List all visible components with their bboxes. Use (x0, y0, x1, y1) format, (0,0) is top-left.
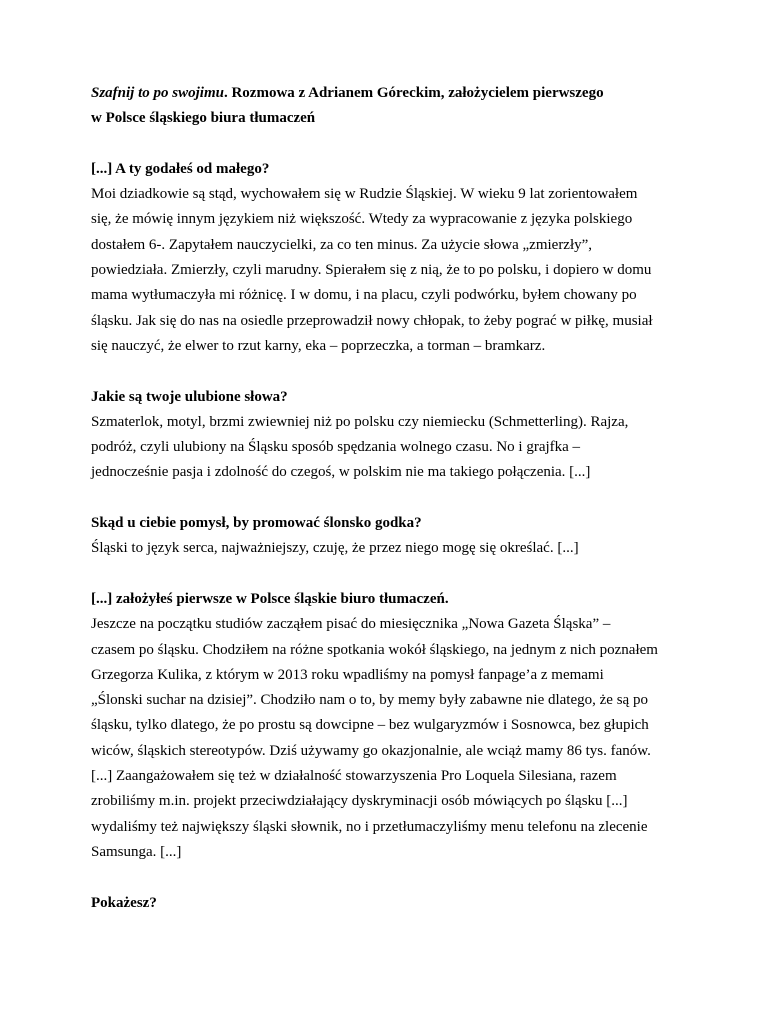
article-title (91, 81, 691, 132)
answer-line: dostałem 6-. Zapytałem nauczycielki, za co ten minus. Za użycie słowa „zmierzły”, (91, 236, 593, 253)
question: Pokażesz? (91, 894, 157, 911)
answer-line: mama wytłumaczyła mi różnicę. I w domu, i na placu, czyli podwórku, byłem chowany po (91, 287, 637, 304)
question: Jakie są twoje ulubione słowa? (91, 388, 288, 405)
answer-line: powiedziała. Zmierzły, czyli marudny. Spierałem się z nią, że to po polsku, i dopiero w domu (91, 262, 652, 279)
qa-section (91, 385, 691, 486)
qa-section (91, 587, 691, 865)
answer-line: jednocześnie pasja i zdolność do czegoś, w polskim nie ma takiego połączenia. [...] (91, 464, 591, 481)
answer-line: Grzegorza Kulika, z którym w 2013 roku wpadliśmy na pomysł fanpage’a z memami (91, 666, 604, 683)
answer-line: Samsunga. [...] (91, 843, 182, 860)
answer-line: „Ślonski suchar na dzisiej”. Chodziło nam o to, by memy były zabawne nie dlatego, że są po (91, 692, 648, 709)
question: [...] A ty godałeś od małego? (91, 160, 270, 177)
title-line-1 (91, 81, 691, 106)
title-italic: Szafnij to po swojimu (91, 85, 224, 101)
interview-body (91, 157, 691, 916)
title-line-2: w Polsce śląskiego biura tłumaczeń (91, 110, 316, 127)
answer-line: śląsku. Jak się do nas na osiedle przeprowadził nowy chłopak, to żeby pograć w piłkę, musiał (91, 312, 653, 329)
qa-section (91, 157, 691, 359)
answer-line: się, że mówię innym językiem niż większość. Wtedy za wypracowanie z języka polskiego (91, 211, 633, 228)
answer-line: Szmaterlok, motyl, brzmi zwiewniej niż po polsku czy niemiecku (Schmetterling). Rajza, (91, 413, 629, 430)
qa-section (91, 891, 691, 916)
document-page (91, 81, 691, 941)
title-rest: . Rozmowa z Adrianem Góreckim, założycielem pierwszego (223, 85, 604, 101)
answer-line: [...] Zaangażowałem się też w działalność stowarzyszenia Pro Loquela Silesiana, razem (91, 768, 617, 785)
qa-section (91, 511, 691, 562)
answer-line: Jeszcze na początku studiów zacząłem pisać do miesięcznika „Nowa Gazeta Śląska” – (91, 616, 611, 633)
answer-line: wydaliśmy też największy śląski słownik, no i przetłumaczyliśmy menu telefonu na zlecenie (91, 818, 648, 835)
answer-line: czasem po śląsku. Chodziłem na różne spotkania wokół śląskiego, na jednym z nich poznałem (91, 641, 658, 658)
answer-line: podróż, czyli ulubiony na Śląsku sposób spędzania wolnego czasu. No i grajfka – (91, 439, 581, 456)
question: Skąd u ciebie pomysł, by promować ślonsko godka? (91, 515, 422, 532)
answer-line: się nauczyć, że elwer to rzut karny, eka – poprzeczka, a torman – bramkarz. (91, 337, 546, 354)
answer-line: śląsku, tylko dlatego, że po prostu są dowcipne – bez wulgaryzmów i Sosnowca, bez głupich (91, 717, 649, 734)
answer-line: wiców, śląskich stereotypów. Dziś używamy go okazjonalnie, ale wciąż mamy 86 tys. fanów. (91, 742, 651, 759)
answer-line: zrobiliśmy m.in. projekt przeciwdziałający dyskryminacji osób mówiących po śląsku [...] (91, 793, 628, 810)
answer-line: Śląski to język serca, najważniejszy, czuję, że przez niego mogę się określać. [...] (91, 540, 579, 557)
question: [...] założyłeś pierwsze w Polsce śląskie biuro tłumaczeń. (91, 590, 449, 607)
answer-line: Moi dziadkowie są stąd, wychowałem się w Rudzie Śląskiej. W wieku 9 lat zorientowałem (91, 186, 638, 203)
